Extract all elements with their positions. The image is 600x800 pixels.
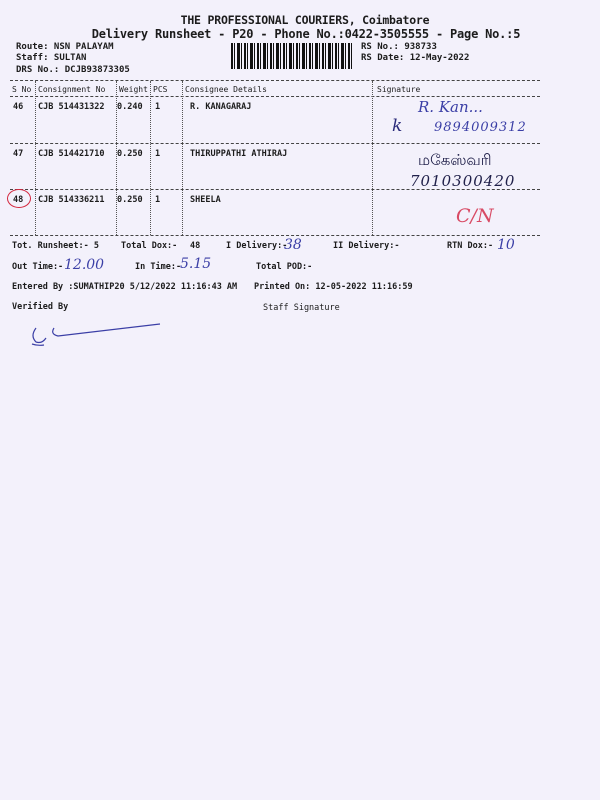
col-divider xyxy=(35,81,36,235)
barcode xyxy=(231,43,353,69)
table-bottom-rule xyxy=(10,235,540,236)
verifier-signature xyxy=(28,318,168,348)
total-pod-label: Total POD:- xyxy=(256,262,313,272)
rtn-dox-value: 10 xyxy=(497,237,515,253)
verified-by-label: Verified By xyxy=(12,302,69,312)
table-top-rule xyxy=(10,80,540,81)
runsheet-subtitle: Delivery Runsheet - P20 - Phone No.:0422-3505555 - Page No.:5 xyxy=(91,27,521,41)
row-divider xyxy=(10,143,540,144)
col-header-consignee: Consignee Details xyxy=(185,85,267,94)
handwritten-cn-note: C/N xyxy=(456,205,494,227)
rs-date: RS Date: 12-May-2022 xyxy=(361,53,470,63)
total-dox-value: 48 xyxy=(190,241,201,251)
table-header-rule xyxy=(10,96,540,97)
ii-delivery-label: II Delivery:- xyxy=(333,241,400,251)
row-sno: 48 xyxy=(13,195,24,205)
out-time-value: 12.00 xyxy=(64,257,105,273)
row-weight: 0.250 xyxy=(117,149,143,159)
row-weight: 0.250 xyxy=(117,195,143,205)
printed-on: Printed On: 12-05-2022 11:16:59 xyxy=(254,282,413,292)
out-time-label: Out Time:- xyxy=(12,262,64,272)
col-header-consignment: Consignment No xyxy=(38,85,106,94)
row-pcs: 1 xyxy=(155,149,161,159)
rtn-dox-label: RTN Dox:- xyxy=(447,241,494,251)
in-time-value: 5.15 xyxy=(180,256,212,272)
col-header-signature: Signature xyxy=(377,85,421,94)
tot-runsheet: Tot. Runsheet:- 5 xyxy=(12,241,99,251)
rs-number: RS No.: 938733 xyxy=(361,42,437,52)
row-pcs: 1 xyxy=(155,102,161,112)
col-divider xyxy=(182,81,183,235)
handwritten-tamil-name: மகேஸ்வரி xyxy=(418,151,492,169)
i-delivery-value: 38 xyxy=(284,237,302,253)
handwritten-phone: 9894009312 xyxy=(434,120,527,135)
route-label: Route: NSN PALAYAM xyxy=(16,42,114,52)
company-title: THE PROFESSIONAL COURIERS, Coimbatore xyxy=(180,13,430,27)
handwritten-name: R. Kan... xyxy=(418,98,483,116)
row-consignment: CJB 514421710 xyxy=(38,149,105,159)
row-consignee: R. KANAGARAJ xyxy=(190,102,252,112)
row-sno: 46 xyxy=(13,102,24,112)
handwritten-phone: 7010300420 xyxy=(410,172,516,190)
staff-signature-label: Staff Signature xyxy=(263,303,340,313)
entered-by: Entered By :SUMATHIP20 5/12/2022 11:16:43 AM xyxy=(12,282,238,292)
row-pcs: 1 xyxy=(155,195,161,205)
col-header-sno: S No xyxy=(12,85,32,94)
row-sno: 47 xyxy=(13,149,24,159)
in-time-label: In Time:- xyxy=(135,262,182,272)
row-consignee: SHEELA xyxy=(190,195,221,205)
col-divider xyxy=(372,81,373,235)
total-dox-label: Total Dox:- xyxy=(121,241,178,251)
staff-label: Staff: SULTAN xyxy=(16,53,87,63)
row-consignee: THIRUPPATHI ATHIRAJ xyxy=(190,149,288,159)
i-delivery-label: I Delivery:- xyxy=(226,241,288,251)
handwritten-initial: k xyxy=(392,116,403,136)
col-divider xyxy=(150,81,151,235)
row-consignment: CJB 514336211 xyxy=(38,195,105,205)
col-header-pcs: PCS xyxy=(153,85,168,94)
row-consignment: CJB 514431322 xyxy=(38,102,105,112)
drs-number: DRS No.: DCJB93873305 xyxy=(16,65,130,75)
row-weight: 0.240 xyxy=(117,102,143,112)
col-header-weight: Weight xyxy=(119,85,148,94)
